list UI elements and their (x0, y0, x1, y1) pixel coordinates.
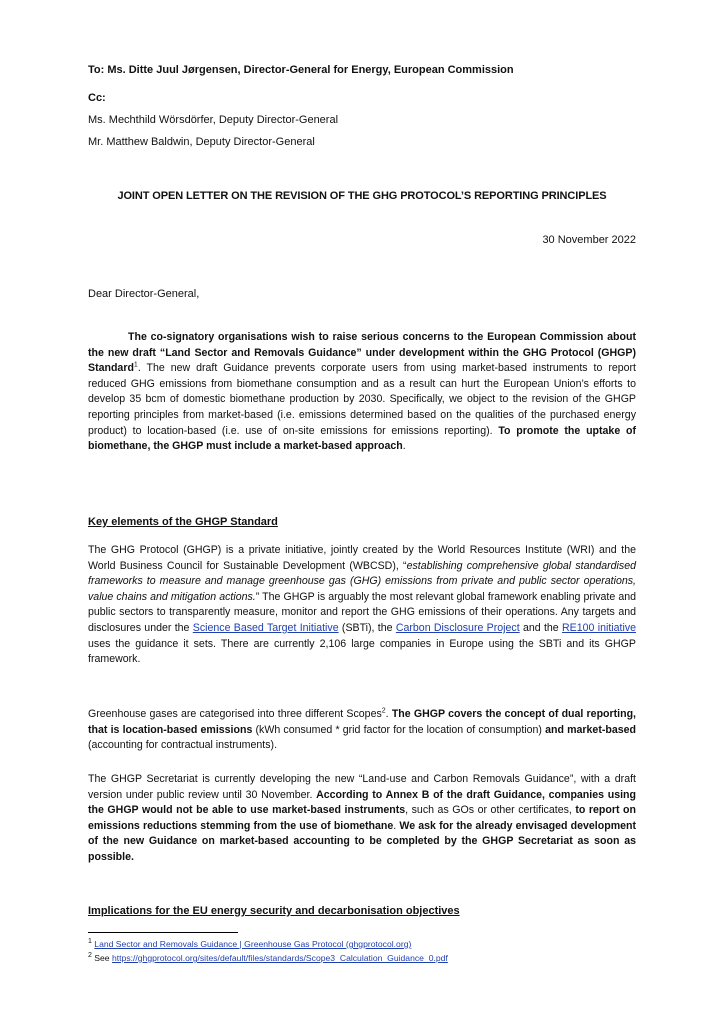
section-heading-implications: Implications for the EU energy security and decarbonisation objectives (88, 905, 460, 917)
p3-bold-2: to report on emissions reductions stemming from the use of biomethane (88, 804, 637, 832)
p2-bold-1: The GHGP covers the concept of dual reporting, that is location-based emissions (88, 708, 636, 736)
p2-text-d: (accounting for contractual instruments). (88, 739, 278, 752)
p1-quote: establishing comprehensive global standardised frameworks to measure and manage greenhouse gas (GHG) emissions from private and public sector operations, value chains and mitigation actions. (88, 559, 636, 603)
p2-text-c: (kWh consumed * grid factor for the location of consumption) (252, 723, 546, 736)
p1-text-b: ” The GHGP is arguably the most relevant global framework enabling private and public sectors to transparently measure, monitor and report the GHG emissions of their operations. Any targets and disclosures under the (88, 590, 637, 634)
footnote-1-link[interactable]: Land Sector and Removals Guidance | Greenhouse Gas Protocol (ghgprotocol.org) (94, 939, 412, 949)
p3-text-c: . (393, 819, 400, 832)
footnote-2-link[interactable]: https://ghgprotocol.org/sites/default/files/standards/Scope3_Calculation_Guidance_0.pdf (111, 953, 448, 963)
salutation: Dear Director-General, (88, 288, 200, 300)
ghgp-paragraph (88, 543, 636, 668)
p2-text-b: . (385, 708, 392, 720)
p1-text-a: The GHG Protocol (GHGP) is a private initiative, jointly created by the World Resources Institute (WRI) and the World Business Council for Sustainable Development (WBCSD), “ (88, 544, 636, 572)
cdp-link[interactable]: Carbon Disclosure Project (395, 621, 520, 634)
p1-text-d: and the (519, 621, 563, 634)
intro-bold-1: The co-signatory organisations wish to raise serious concerns to the European Commission about the new draft “Land Sector and Removals Guidance” under development within the GHG Protocol (GHGP) Standard (88, 331, 636, 375)
cc-recipient-1: Ms. Mechthild Wörsdörfer, Deputy Director-General (88, 114, 339, 126)
intro-text-2: . (402, 440, 406, 453)
p2-bold-2: and market-based (545, 723, 637, 736)
footnote-divider (88, 932, 238, 933)
sbti-link[interactable]: Science Based Target Initiative (192, 621, 339, 634)
footnote-ref-2[interactable]: 2 (381, 707, 386, 715)
intro-bold-2: To promote the uptake of biomethane, the GHGP must include a market-based approach (88, 424, 636, 453)
p3-bold-3: We ask for the already envisaged development of the new Guidance on market-based accounting to be completed by the GHGP Secretariat as soon as possible. (88, 819, 637, 863)
p3-text-b: , such as GOs or other certificates, (405, 804, 576, 817)
p3-text-a: The GHGP Secretariat is currently developing the new “Land-use and Carbon Removals Guidance”, with a draft version under public review until 30 November. (88, 773, 636, 801)
p1-text-e: uses the guidance it sets. There are currently 2,106 large companies in Europe using the SBTi and its GHGP framework. (88, 637, 636, 666)
p1-text-c: (SBTi), the (338, 621, 396, 634)
letter-title: JOINT OPEN LETTER ON THE REVISION OF THE GHG PROTOCOL’S REPORTING PRINCIPLES (117, 190, 607, 202)
p2-text-a: Greenhouse gases are categorised into three different Scopes (88, 708, 382, 720)
to-line: To: Ms. Ditte Juul Jørgensen, Director-General for Energy, European Commission (88, 64, 514, 76)
footnote-2 (88, 952, 448, 964)
scopes-paragraph (88, 707, 636, 754)
secretariat-paragraph (88, 772, 636, 866)
footnote-ref-1[interactable]: 1 (133, 361, 138, 369)
footnote-1-number: 1 (88, 938, 92, 946)
intro-text-1: . The new draft Guidance prevents corporate users from using market-based instruments to report reduced GHG emissions from biomethane consumption and as a result can hurt the European Union’s efforts to develop 35 bcm of domestic biomethane production by 2030. Specifically, we object to the revision of the GHGP reporting principles from market-based (i.e. emissions determined based on the qualities of the purchased energy product) to location-based (i.e. use of on-site emissions for emissions reporting). (88, 362, 636, 437)
re100-link[interactable]: RE100 initiative (562, 621, 637, 634)
cc-recipient-2: Mr. Matthew Baldwin, Deputy Director-General (88, 136, 315, 148)
footnote-1 (88, 938, 411, 950)
footnote-2-number: 2 (88, 952, 92, 960)
letter-date: 30 November 2022 (542, 234, 636, 246)
footnote-2-prefix: See (94, 953, 112, 963)
cc-label: Cc: (88, 92, 106, 104)
intro-paragraph (88, 330, 636, 455)
section-heading-key-elements: Key elements of the GHGP Standard (88, 516, 278, 528)
p3-bold-1: According to Annex B of the draft Guidance, companies using the GHGP would not be able to use market-based instruments (88, 788, 636, 817)
